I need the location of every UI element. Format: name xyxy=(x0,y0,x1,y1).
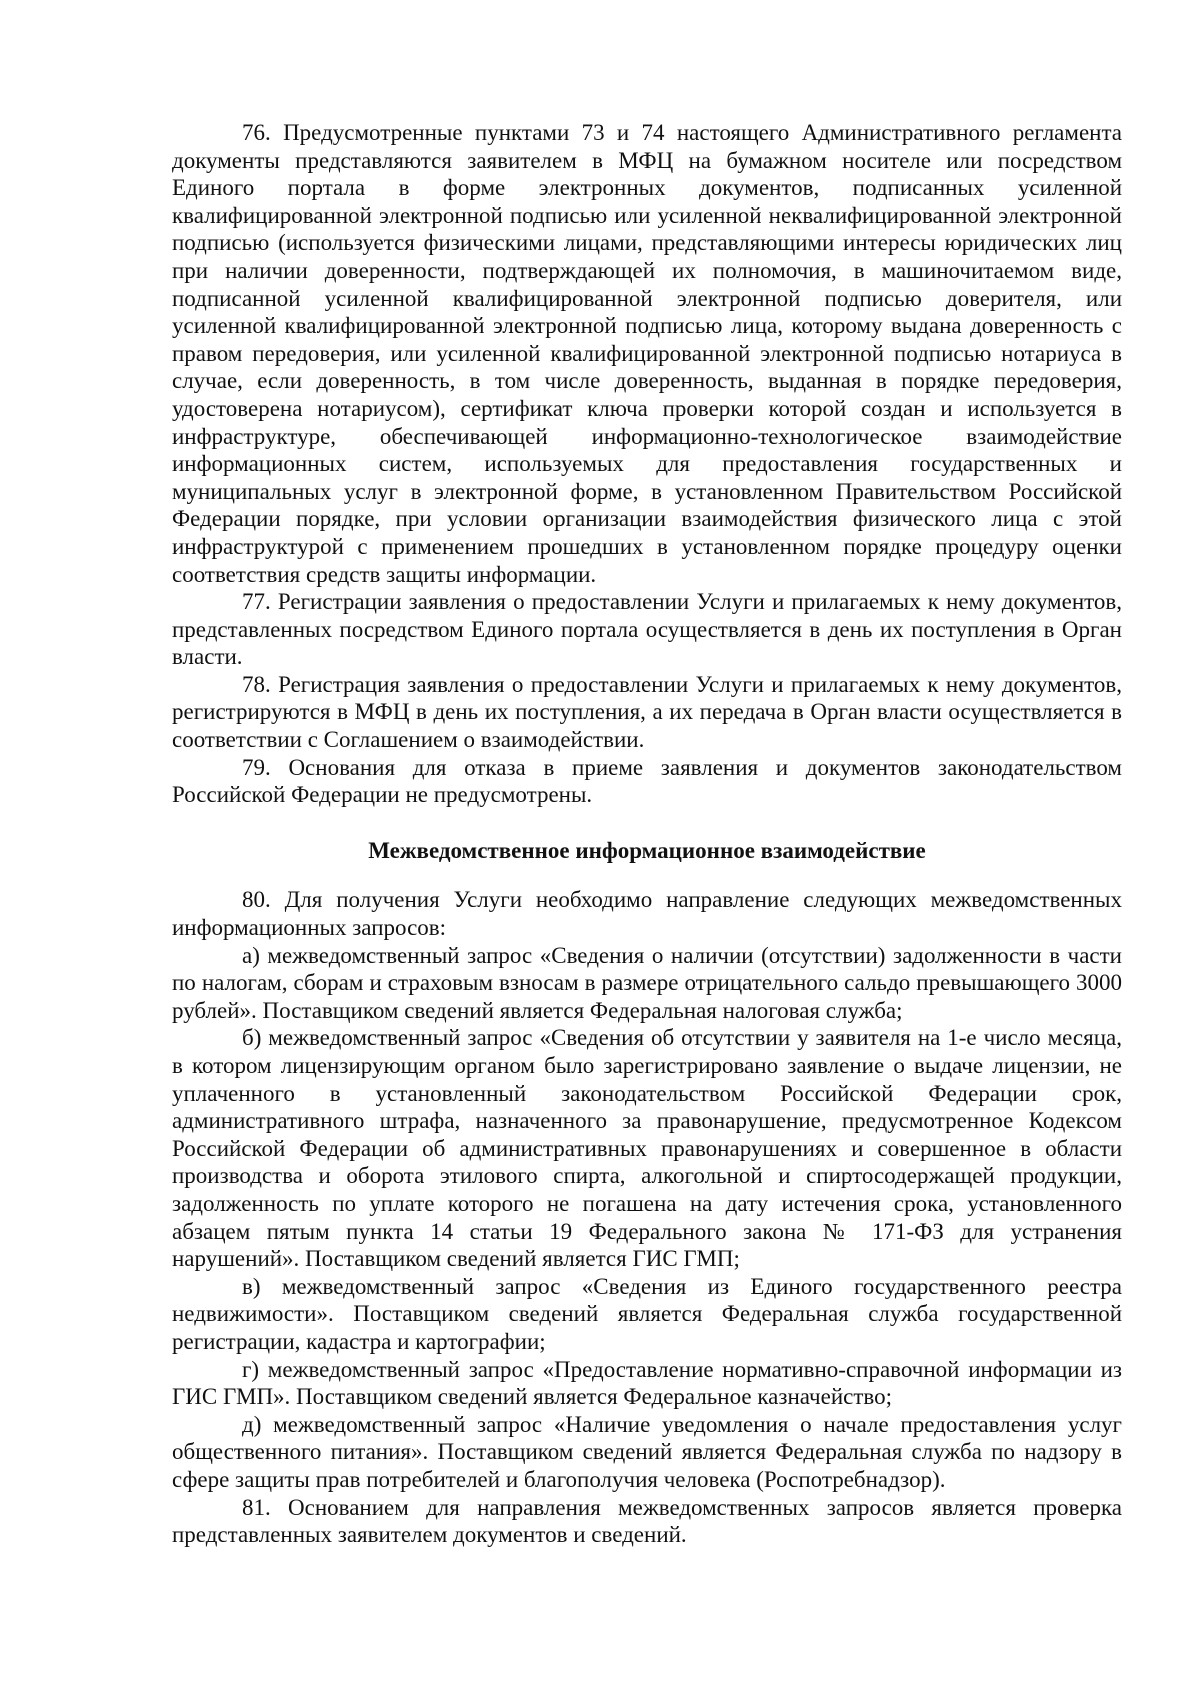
paragraph-79: 79. Основания для отказа в приеме заявления и документов законодательством Российской Федерации не предусмотрены. xyxy=(172,754,1122,808)
paragraph-77: 77. Регистрации заявления о предоставлении Услуги и прилагаемых к нему документов, представленных посредством Единого портала осуществляется в день их поступления в Орган власти. xyxy=(172,589,1122,670)
document-page xyxy=(172,119,1122,1549)
list-item-d: д) межведомственный запрос «Наличие уведомления о начале предоставления услуг общественного питания». Поставщиком сведений является Федеральная служба по надзору в сфере защиты прав потребителей и благополучия человека (Роспотребнадзор). xyxy=(172,1411,1122,1492)
list-item-g: г) межведомственный запрос «Предоставление нормативно-справочной информации из ГИС ГМП». Поставщиком сведений является Федеральное казначейство; xyxy=(172,1356,1122,1410)
paragraph-80: 80. Для получения Услуги необходимо направление следующих межведомственных информационных запросов: xyxy=(172,887,1122,941)
list-item-a: а) межведомственный запрос «Сведения о наличии (отсутствии) задолженности в части по налогам, сборам и страховым взносам в размере отрицательного сальдо превышающего 3000 рублей». Поставщиком сведений является Федеральная налоговая служба; xyxy=(172,942,1122,1023)
list-item-v: в) межведомственный запрос «Сведения из Единого государственного реестра недвижимости». Поставщиком сведений является Федеральная служба государственной регистрации, кадастра и картографии; xyxy=(172,1273,1122,1354)
paragraph-76: 76. Предусмотренные пунктами 73 и 74 настоящего Административного регламента документы представляются заявителем в МФЦ на бумажном носителе или посредством Единого портала в форме электронных документов, подписанных усиленной квалифицированной электронной подписью или усиленной неквалифицированной электронной подписью (используется физическими лицами, представляющими интересы юридических лиц при наличии доверенности, подтверждающей их полномочия, в машиночитаемом виде, подписанной усиленной квалифицированной электронной подписью доверителя, или усиленной квалифицированной электронной подписью лица, которому выдана доверенность с правом передоверия, или усиленной квалифицированной электронной подписью нотариуса в случае, если доверенность, в том числе доверенность, выданная в порядке передоверия, удостоверена нотариусом), сертификат ключа проверки которой создан и используется в инфраструктуре, обеспечивающей информационно-технологическое взаимодействие информационных систем, используемых для предоставления государственных и муниципальных услуг в электронной форме, в установленном Правительством Российской Федерации порядке, при условии организации взаимодействия физического лица с этой инфраструктурой с применением прошедших в установленном порядке процедуру оценки соответствия средств защиты информации. xyxy=(172,120,1122,587)
paragraph-78: 78. Регистрация заявления о предоставлении Услуги и прилагаемых к нему документов, регистрируются в МФЦ в день их поступления, а их передача в Орган власти осуществляется в соответствии с Соглашением о взаимодействии. xyxy=(172,671,1122,753)
list-item-b: б) межведомственный запрос «Сведения об отсутствии у заявителя на 1-е число месяца, в котором лицензирующим органом было зарегистрировано заявление о выдаче лицензии, не уплаченного в установленный законодательством Российской Федерации срок, административного штрафа, назначенного за правонарушение, предусмотренное Кодексом Российской Федерации об административных правонарушениях и совершенное в области производства и оборота этилового спирта, алкогольной и спиртосодержащей продукции, задолженность по уплате которого не погашена на дату истечения срока, установленного абзацем пятым пункта 14 статьи 19 Федерального закона № 171-ФЗ для устранения нарушений». Поставщиком сведений является ГИС ГМП; xyxy=(172,1025,1122,1272)
section-heading: Межведомственное информационное взаимодействие xyxy=(368,837,926,863)
paragraph-81: 81. Основанием для направления межведомственных запросов является проверка представленных заявителем документов и сведений. xyxy=(172,1494,1122,1548)
